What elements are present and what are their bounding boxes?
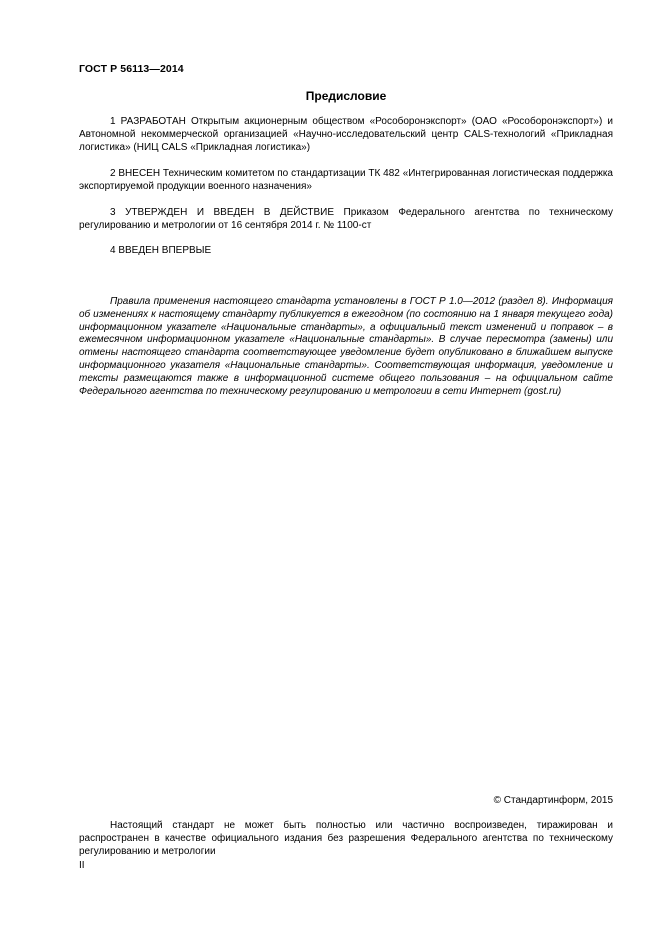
copyright-notice: © Стандартинформ, 2015 <box>493 795 613 806</box>
paragraph-approved: 3 УТВЕРЖДЕН И ВВЕДЕН В ДЕЙСТВИЕ Приказом Федерального агентства по техническому регулированию и метрологии от 16 сентября 2014 г. № 1100-ст <box>79 207 613 231</box>
reproduction-notice: Настоящий стандарт не может быть полностью или частично воспроизведен, тиражирован и распространен в качестве официального издания без разрешения Федерального агентства по техническому регулированию и метрологии <box>79 820 613 857</box>
paragraph-introduced-by: 2 ВНЕСЕН Техническим комитетом по стандартизации ТК 482 «Интегрированная логистическая поддержка экспортируемой продукции военного назначения» <box>79 168 613 192</box>
page-title: Предисловие <box>305 89 387 103</box>
paragraph-first-introduced: 4 ВВЕДЕН ВПЕРВЫЕ <box>110 245 212 256</box>
rules-notice-paragraph: Правила применения настоящего стандарта установлены в ГОСТ Р 1.0—2012 (раздел 8). Информация об изменениях к настоящему стандарту публикуется в ежегодном (по состоянию на 1 января текущего года) информационном указателе «Национальные стандарты», а официальный текст изменений и поправок – в ежемесячном информационном указателе «Национальные стандарты». В случае пересмотра (замены) или отмены настоящего стандарта соответствующее уведомление будет опубликовано в ближайшем выпуске информационного указателя «Национальные стандарты». Соответствующая информация, уведомление и тексты размещаются также в информационной системе общего пользования – на официальном сайте Федерального агентства по техническому регулированию и метрологии в сети Интернет (gost.ru) <box>79 296 613 397</box>
standard-code-header: ГОСТ Р 56113—2014 <box>79 63 184 75</box>
paragraph-developed-by: 1 РАЗРАБОТАН Открытым акционерным обществом «Рособоронэкспорт» (ОАО «Рособоронэкспорт») и Автономной некоммерческой организацией «Научно-исследовательский центр CALS-технологий «Прикладная логистика» (НИЦ CALS «Прикладная логистика») <box>79 116 613 153</box>
page-number: II <box>79 860 85 871</box>
